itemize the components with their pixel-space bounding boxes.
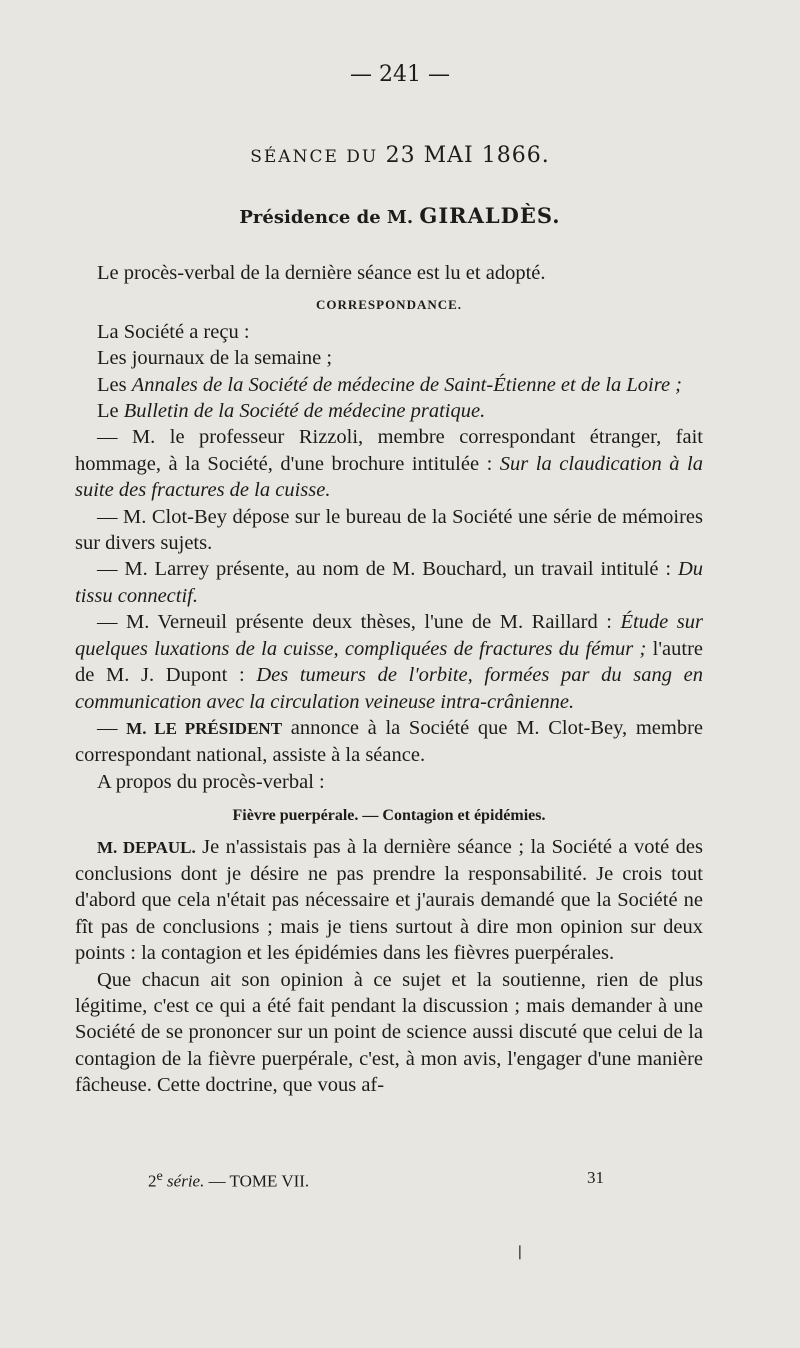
bottom-mark: ❘ bbox=[514, 1244, 526, 1260]
paragraph-rizzoli: — M. le professeur Rizzoli, membre correspondant étranger, fait hommage, à la Société, d'une brochure intitulée : Sur la claudication à la suite des fractures de la cuisse. bbox=[75, 426, 703, 502]
page-footer bbox=[148, 1168, 604, 1192]
paragraph-journaux: Les journaux de la semaine ; bbox=[97, 347, 333, 370]
paragraph-proces-verbal: Le procès-verbal de la dernière séance est lu et adopté. bbox=[97, 262, 546, 284]
paragraph-verneuil: — M. Verneuil présente deux thèses, l'une de M. Raillard : Étude sur quelques luxations de la cuisse, compliquées de fractures du fémur ; l'autre de M. J. Dupont : Des tumeurs de l'orbite, formées par du sang en communication avec la circulation veineuse intra-crânienne. bbox=[75, 611, 704, 713]
presidence-heading bbox=[0, 203, 800, 228]
paragraph-societe-recu: La Société a reçu : bbox=[97, 320, 250, 343]
correspondance-heading: CORRESPONDANCE. bbox=[315, 297, 463, 313]
series-number: 2 bbox=[148, 1171, 157, 1191]
page-number: — 241 — bbox=[350, 62, 450, 87]
series-superscript: e bbox=[156, 1168, 163, 1184]
series-label: série. bbox=[167, 1171, 205, 1191]
paragraph-clot-bey: — M. Clot-Bey dépose sur le bureau de la Société une série de mémoires sur divers sujets. bbox=[75, 505, 703, 555]
session-heading bbox=[0, 143, 800, 168]
paragraph-larrey: — M. Larrey présente, au nom de M. Bouchard, un travail intitulé : Du tissu connectif. bbox=[75, 558, 703, 607]
tome-label: — TOME VII. bbox=[208, 1171, 310, 1191]
paragraph-a-propos: A propos du procès-verbal : bbox=[97, 770, 325, 793]
section-title: Fièvre puerpérale. — Contagion et épidémies. bbox=[232, 807, 546, 825]
president-name: GIRALDÈS. bbox=[419, 203, 561, 228]
paragraph-president: — M. LE PRÉSIDENT annonce à la Société que M. Clot-Bey, membre correspondant national, assiste à la séance. bbox=[75, 716, 704, 767]
paragraph-opinion: Que chacun ait son opinion à ce sujet et la soutienne, rien de plus légitime, c'est ce qui a été fait pendant la discussion ; mais demander à une Société de se prononcer sur un point de science aussi discuté que celui de la contagion de la fièvre puerpérale, c'est, à mon avis, l'engager d'une manière fâcheuse. Cette doctrine, que vous af- bbox=[75, 968, 703, 1097]
signature-mark: 31 bbox=[587, 1168, 604, 1187]
paragraph-annales: Les Annales de la Société de médecine de Saint-Étienne et de la Loire ; bbox=[97, 373, 683, 396]
document-body bbox=[75, 260, 703, 1099]
paragraph-depaul: M. DEPAUL. Je n'assistais pas à la dernière séance ; la Société a voté des conclusions dont je désire ne pas prendre la responsabilité. Je crois tout d'abord que cela n'était pas nécessaire et j'aurais demandé que la Société ne fît pas de conclusions ; mais je tiens surtout à dire mon opinion sur deux points : la contagion et les épidémies dans les fièvres puerpérales. bbox=[75, 835, 703, 965]
session-label: SÉANCE DU bbox=[250, 147, 379, 167]
session-date: 23 MAI 1866. bbox=[385, 143, 550, 168]
presidence-label: Présidence de M. bbox=[239, 207, 414, 228]
paragraph-bulletin: Le Bulletin de la Société de médecine pratique. bbox=[97, 400, 486, 423]
